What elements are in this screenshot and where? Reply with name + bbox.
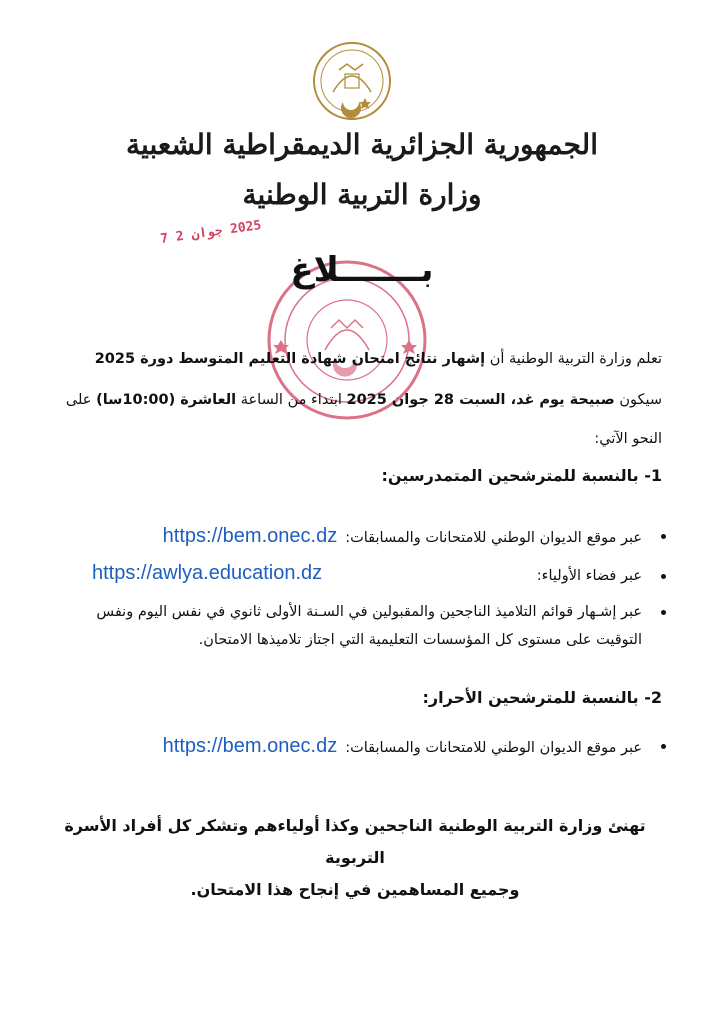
section-heading-independent: 2- بالنسبة للمترشحين الأحرار: [422, 688, 662, 707]
bullet-icon [661, 534, 666, 539]
list-item: عبر موقع الديوان الوطني للامتحانات والمسابقات:https://bem.onec.dz [62, 522, 662, 552]
list-item: عبر إشـهار قوائم التلاميذ الناجحين والمقبولين في السـنة الأولى ثانوي في نفس اليوم ونفس التوقيت على مستوى كل المؤسسات التعليمية التي اجتاز تلاميذها الامتحان. [62, 598, 662, 654]
list-item: عبر فضاء الأولياء: [62, 562, 662, 590]
bullet-icon [661, 574, 666, 579]
national-emblem-icon [303, 40, 401, 122]
bem-link-2[interactable]: https://bem.onec.dz [162, 735, 338, 757]
republic-name: الجمهورية الجزائرية الديمقراطية الشعبية [125, 128, 598, 161]
ministry-name: وزارة التربية الوطنية [242, 178, 482, 211]
bullet-icon [661, 610, 666, 615]
awlya-link[interactable]: https://awlya.education.dz [92, 562, 323, 584]
bem-link[interactable]: https://bem.onec.dz [162, 525, 338, 547]
date-stamp: 2025 جوان 2 7 [159, 217, 263, 248]
announcement-title: بـــــــلاغ [290, 250, 434, 290]
section-heading-enrolled: 1- بالنسبة للمترشحين المتمدرسين: [381, 466, 662, 485]
intro-line-3: النحو الآتي: [594, 431, 662, 447]
bullet-icon [661, 744, 666, 749]
closing-message: تهنئ وزارة التربية الوطنية الناجحين وكذا أولياءهم وتشكر كل أفراد الأسرة التربوية وجميع المساهمين في إنجاح هذا الامتحان. [64, 816, 646, 899]
list-item: عبر موقع الديوان الوطني للامتحانات والمسابقات:https://bem.onec.dz [62, 732, 662, 762]
intro-line-2: سيكون صبيحة يوم غد، السبت 28 جوان 2025 ابتداء من الساعة العاشرة (10:00سا) على [65, 392, 662, 408]
intro-line-1: تعلم وزارة التربية الوطنية أن إشهار نتائج امتحان شهادة التعليم المتوسط دورة 2025 [94, 351, 662, 367]
